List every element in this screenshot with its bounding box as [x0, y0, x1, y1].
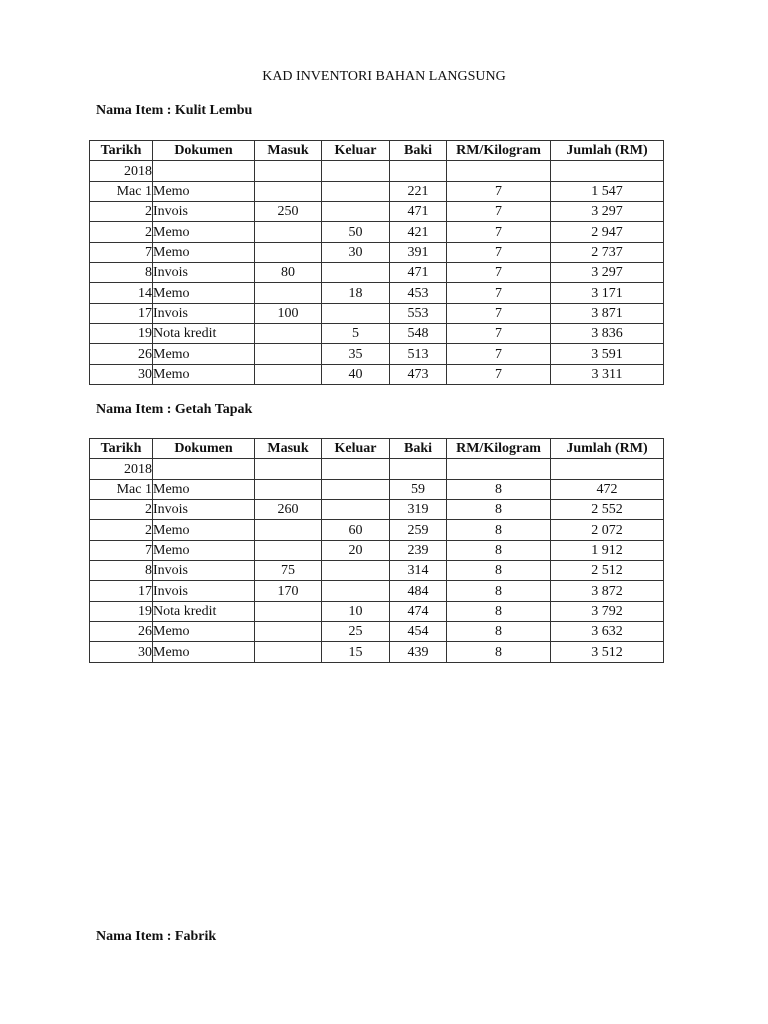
rm-kilogram-cell: 8 — [447, 642, 551, 662]
baki-cell: 454 — [390, 622, 447, 642]
keluar-cell: 20 — [322, 540, 390, 560]
tarikh-cell: 2 — [90, 520, 153, 540]
dokumen-cell: Invois — [153, 500, 255, 520]
keluar-cell: 5 — [322, 324, 390, 344]
dokumen-cell — [153, 459, 255, 479]
rm-kilogram-cell: 8 — [447, 561, 551, 581]
header-dokumen: Dokumen — [153, 141, 255, 161]
tarikh-cell: 14 — [90, 283, 153, 303]
masuk-cell — [255, 479, 322, 499]
dokumen-cell: Memo — [153, 181, 255, 201]
baki-cell: 221 — [390, 181, 447, 201]
page-title: KAD INVENTORI BAHAN LANGSUNG — [262, 69, 506, 84]
jumlah-cell: 3 297 — [551, 202, 664, 222]
rm-kilogram-cell: 7 — [447, 181, 551, 201]
jumlah-cell — [551, 161, 664, 181]
table-row — [90, 283, 664, 303]
header-tarikh: Tarikh — [90, 439, 153, 459]
jumlah-cell: 2 737 — [551, 242, 664, 262]
jumlah-cell: 2 512 — [551, 561, 664, 581]
dokumen-cell: Memo — [153, 520, 255, 540]
rm-kilogram-cell: 7 — [447, 344, 551, 364]
jumlah-cell: 1 912 — [551, 540, 664, 560]
masuk-cell — [255, 642, 322, 662]
rm-kilogram-cell — [447, 459, 551, 479]
tarikh-cell: 30 — [90, 642, 153, 662]
header-jumlah: Jumlah (RM) — [551, 141, 664, 161]
tarikh-cell: Mac 1 — [90, 181, 153, 201]
jumlah-cell: 3 297 — [551, 263, 664, 283]
jumlah-cell: 3 836 — [551, 324, 664, 344]
inventory-table-kulit-lembu — [89, 140, 664, 385]
table-row — [90, 161, 664, 181]
masuk-cell — [255, 222, 322, 242]
masuk-cell — [255, 520, 322, 540]
header-masuk: Masuk — [255, 141, 322, 161]
tarikh-cell: 7 — [90, 540, 153, 560]
jumlah-cell: 2 072 — [551, 520, 664, 540]
table-header-row — [90, 439, 664, 459]
tarikh-cell: 19 — [90, 601, 153, 621]
masuk-cell: 170 — [255, 581, 322, 601]
table-row — [90, 222, 664, 242]
jumlah-cell: 472 — [551, 479, 664, 499]
keluar-cell — [322, 500, 390, 520]
table-row — [90, 500, 664, 520]
masuk-cell — [255, 344, 322, 364]
rm-kilogram-cell: 7 — [447, 242, 551, 262]
keluar-cell — [322, 202, 390, 222]
rm-kilogram-cell: 7 — [447, 364, 551, 384]
rm-kilogram-cell: 7 — [447, 303, 551, 323]
dokumen-cell: Nota kredit — [153, 601, 255, 621]
masuk-cell: 260 — [255, 500, 322, 520]
header-baki: Baki — [390, 439, 447, 459]
tarikh-cell: 17 — [90, 581, 153, 601]
jumlah-cell: 3 311 — [551, 364, 664, 384]
masuk-cell — [255, 324, 322, 344]
jumlah-cell: 2 552 — [551, 500, 664, 520]
keluar-cell — [322, 479, 390, 499]
masuk-cell: 75 — [255, 561, 322, 581]
table-row — [90, 344, 664, 364]
baki-cell: 553 — [390, 303, 447, 323]
tarikh-cell: 2 — [90, 500, 153, 520]
dokumen-cell: Nota kredit — [153, 324, 255, 344]
table-row — [90, 642, 664, 662]
baki-cell: 239 — [390, 540, 447, 560]
baki-cell: 453 — [390, 283, 447, 303]
table-row — [90, 364, 664, 384]
masuk-cell — [255, 181, 322, 201]
baki-cell: 548 — [390, 324, 447, 344]
tarikh-cell: Mac 1 — [90, 479, 153, 499]
header-keluar: Keluar — [322, 439, 390, 459]
table-row — [90, 520, 664, 540]
tarikh-cell: 26 — [90, 622, 153, 642]
masuk-cell: 100 — [255, 303, 322, 323]
tarikh-cell: 2018 — [90, 161, 153, 181]
baki-cell — [390, 161, 447, 181]
table-row — [90, 622, 664, 642]
masuk-cell — [255, 459, 322, 479]
item-heading-fabrik: Nama Item : Fabrik — [96, 929, 217, 944]
table-row — [90, 581, 664, 601]
dokumen-cell: Invois — [153, 561, 255, 581]
rm-kilogram-cell: 8 — [447, 601, 551, 621]
dokumen-cell: Invois — [153, 263, 255, 283]
table-row — [90, 242, 664, 262]
jumlah-cell — [551, 459, 664, 479]
keluar-cell — [322, 161, 390, 181]
baki-cell: 259 — [390, 520, 447, 540]
item-heading-getah-tapak: Nama Item : Getah Tapak — [96, 402, 253, 417]
rm-kilogram-cell: 7 — [447, 324, 551, 344]
tarikh-cell: 2018 — [90, 459, 153, 479]
jumlah-cell: 3 512 — [551, 642, 664, 662]
table-row — [90, 324, 664, 344]
baki-cell: 319 — [390, 500, 447, 520]
jumlah-cell: 3 871 — [551, 303, 664, 323]
tarikh-cell: 2 — [90, 222, 153, 242]
baki-cell: 513 — [390, 344, 447, 364]
rm-kilogram-cell: 8 — [447, 540, 551, 560]
jumlah-cell: 2 947 — [551, 222, 664, 242]
rm-kilogram-cell: 7 — [447, 283, 551, 303]
header-dokumen: Dokumen — [153, 439, 255, 459]
tarikh-cell: 30 — [90, 364, 153, 384]
tarikh-cell: 8 — [90, 263, 153, 283]
rm-kilogram-cell: 7 — [447, 202, 551, 222]
table-row — [90, 202, 664, 222]
keluar-cell — [322, 303, 390, 323]
tarikh-cell: 7 — [90, 242, 153, 262]
keluar-cell: 18 — [322, 283, 390, 303]
table-row — [90, 479, 664, 499]
keluar-cell: 50 — [322, 222, 390, 242]
masuk-cell — [255, 242, 322, 262]
table-row — [90, 303, 664, 323]
keluar-cell — [322, 581, 390, 601]
baki-cell: 471 — [390, 263, 447, 283]
table-row — [90, 181, 664, 201]
dokumen-cell — [153, 161, 255, 181]
inventory-table-getah-tapak — [89, 438, 664, 663]
table-header-row — [90, 141, 664, 161]
header-tarikh: Tarikh — [90, 141, 153, 161]
dokumen-cell: Memo — [153, 642, 255, 662]
dokumen-cell: Invois — [153, 202, 255, 222]
tarikh-cell: 17 — [90, 303, 153, 323]
header-masuk: Masuk — [255, 439, 322, 459]
rm-kilogram-cell: 7 — [447, 263, 551, 283]
header-jumlah: Jumlah (RM) — [551, 439, 664, 459]
dokumen-cell: Memo — [153, 242, 255, 262]
masuk-cell — [255, 283, 322, 303]
keluar-cell — [322, 263, 390, 283]
baki-cell: 391 — [390, 242, 447, 262]
keluar-cell — [322, 181, 390, 201]
masuk-cell: 250 — [255, 202, 322, 222]
keluar-cell: 35 — [322, 344, 390, 364]
jumlah-cell: 3 632 — [551, 622, 664, 642]
baki-cell: 421 — [390, 222, 447, 242]
item-heading-kulit-lembu: Nama Item : Kulit Lembu — [96, 103, 253, 118]
header-keluar: Keluar — [322, 141, 390, 161]
tarikh-cell: 2 — [90, 202, 153, 222]
tarikh-cell: 19 — [90, 324, 153, 344]
keluar-cell — [322, 561, 390, 581]
dokumen-cell: Memo — [153, 540, 255, 560]
baki-cell: 471 — [390, 202, 447, 222]
dokumen-cell: Memo — [153, 364, 255, 384]
keluar-cell: 60 — [322, 520, 390, 540]
jumlah-cell: 3 171 — [551, 283, 664, 303]
keluar-cell: 25 — [322, 622, 390, 642]
dokumen-cell: Invois — [153, 303, 255, 323]
jumlah-cell: 3 591 — [551, 344, 664, 364]
rm-kilogram-cell: 8 — [447, 479, 551, 499]
dokumen-cell: Memo — [153, 222, 255, 242]
masuk-cell — [255, 601, 322, 621]
masuk-cell — [255, 540, 322, 560]
jumlah-cell: 3 792 — [551, 601, 664, 621]
dokumen-cell: Invois — [153, 581, 255, 601]
keluar-cell: 30 — [322, 242, 390, 262]
baki-cell: 59 — [390, 479, 447, 499]
jumlah-cell: 3 872 — [551, 581, 664, 601]
header-rm-kilogram: RM/Kilogram — [447, 141, 551, 161]
masuk-cell — [255, 364, 322, 384]
table-row — [90, 601, 664, 621]
keluar-cell: 40 — [322, 364, 390, 384]
baki-cell: 474 — [390, 601, 447, 621]
dokumen-cell: Memo — [153, 283, 255, 303]
masuk-cell — [255, 161, 322, 181]
dokumen-cell: Memo — [153, 479, 255, 499]
rm-kilogram-cell — [447, 161, 551, 181]
table-row — [90, 263, 664, 283]
dokumen-cell: Memo — [153, 622, 255, 642]
masuk-cell — [255, 622, 322, 642]
baki-cell — [390, 459, 447, 479]
masuk-cell: 80 — [255, 263, 322, 283]
rm-kilogram-cell: 8 — [447, 520, 551, 540]
rm-kilogram-cell: 8 — [447, 500, 551, 520]
table-row — [90, 540, 664, 560]
rm-kilogram-cell: 8 — [447, 622, 551, 642]
baki-cell: 439 — [390, 642, 447, 662]
keluar-cell — [322, 459, 390, 479]
keluar-cell: 15 — [322, 642, 390, 662]
header-baki: Baki — [390, 141, 447, 161]
baki-cell: 484 — [390, 581, 447, 601]
tarikh-cell: 26 — [90, 344, 153, 364]
baki-cell: 314 — [390, 561, 447, 581]
table-row — [90, 561, 664, 581]
table-row — [90, 459, 664, 479]
tarikh-cell: 8 — [90, 561, 153, 581]
rm-kilogram-cell: 7 — [447, 222, 551, 242]
dokumen-cell: Memo — [153, 344, 255, 364]
keluar-cell: 10 — [322, 601, 390, 621]
header-rm-kilogram: RM/Kilogram — [447, 439, 551, 459]
jumlah-cell: 1 547 — [551, 181, 664, 201]
rm-kilogram-cell: 8 — [447, 581, 551, 601]
baki-cell: 473 — [390, 364, 447, 384]
